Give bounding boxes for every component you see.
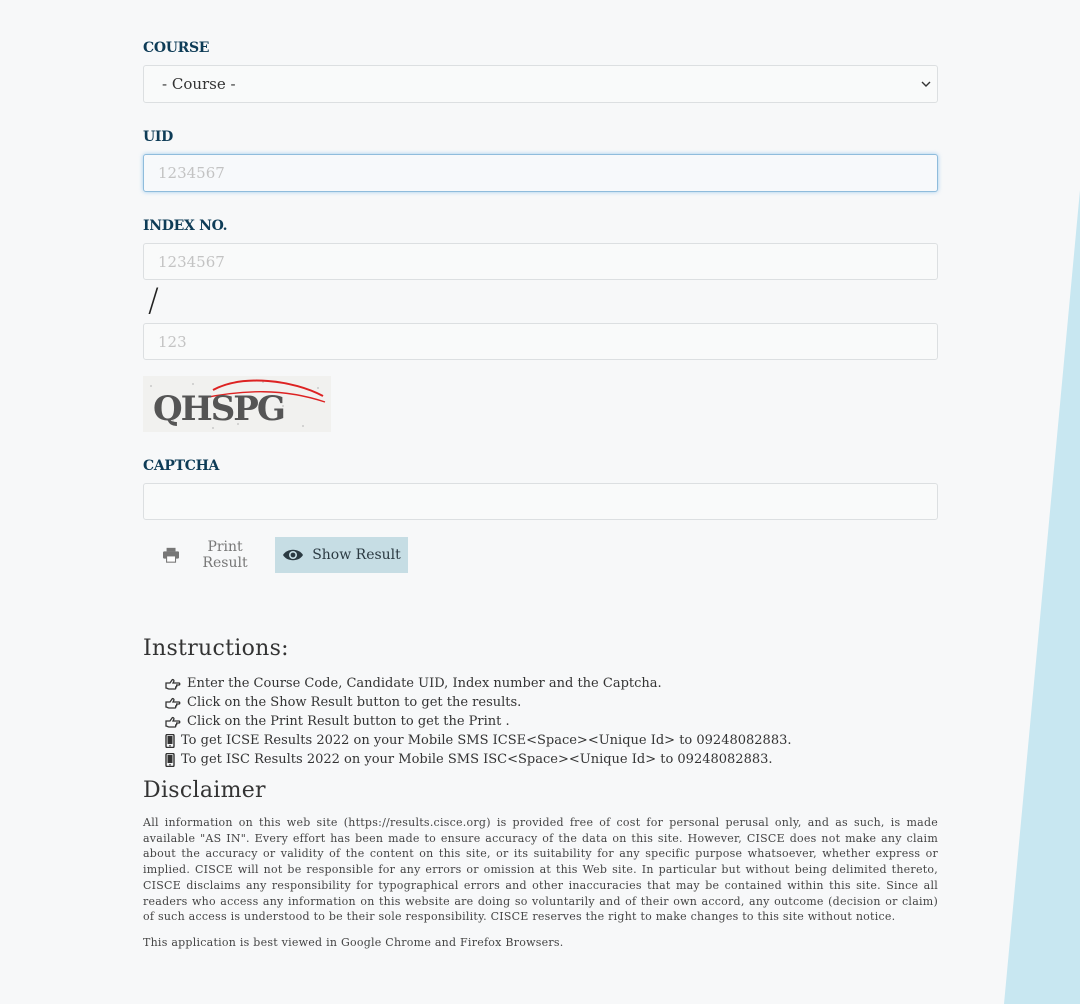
captcha-label: CAPTCHA xyxy=(143,458,220,474)
mobile-icon xyxy=(165,753,175,767)
browser-note: This application is best viewed in Google Chrome and Firefox Browsers. xyxy=(143,936,564,949)
disclaimer-text: All information on this web site (https://results.cisce.org) is provided free of cost for personal perusal only, and as such, is made available "AS IN". Every effort has been made to ensure accuracy of the data on this site. However, CISCE does not make any claim about the accuracy or validity of the content on this site, or its suitability for any specific purpose whatsoever, whether express or implied. CISCE will not be responsible for any errors or omission at this Web site. In particular but without being delimited thereto, CISCE disclaims any responsibility for typographical errors and other inaccuracies that may be contained within this site. Since all readers who access any information on this website are doing so voluntarily and of their own accord, any outcome (decision or claim) of such access is understood to be their sole responsibility. CISCE reserves the right to make changes to this site without notice. xyxy=(143,816,938,924)
eye-icon xyxy=(282,548,304,562)
show-result-label: Show Result xyxy=(312,547,401,563)
list-item xyxy=(165,750,792,769)
index-separator: / xyxy=(148,281,159,319)
uid-label: UID xyxy=(143,129,173,145)
disclaimer-heading: Disclaimer xyxy=(143,778,266,803)
course-label: COURSE xyxy=(143,40,210,56)
list-item xyxy=(165,674,792,693)
print-result-label: Print Result xyxy=(202,539,248,571)
instruction-text: To get ICSE Results 2022 on your Mobile SMS ICSE<Space><Unique Id> to 09248082883. xyxy=(181,733,792,748)
chevron-down-icon xyxy=(919,77,933,91)
instruction-text: Click on the Print Result button to get the Print . xyxy=(187,714,510,729)
hand-pointer-icon xyxy=(165,715,181,729)
hand-pointer-icon xyxy=(165,696,181,710)
captcha-input[interactable] xyxy=(143,483,938,520)
print-result-button[interactable] xyxy=(157,537,269,573)
course-select-value: - Course - xyxy=(162,75,236,93)
instruction-text: To get ISC Results 2022 on your Mobile SMS ISC<Space><Unique Id> to 09248082883. xyxy=(181,752,773,767)
show-result-button[interactable] xyxy=(275,537,408,573)
index-input[interactable] xyxy=(143,243,938,280)
instruction-text: Enter the Course Code, Candidate UID, Index number and the Captcha. xyxy=(187,676,662,691)
course-select[interactable] xyxy=(143,65,938,103)
list-item xyxy=(165,693,792,712)
list-item xyxy=(165,712,792,731)
instructions-heading: Instructions: xyxy=(143,636,289,661)
uid-input[interactable] xyxy=(143,154,938,192)
print-icon xyxy=(163,547,179,563)
hand-pointer-icon xyxy=(165,677,181,691)
captcha-graphic xyxy=(143,376,331,432)
index-sub-input[interactable] xyxy=(143,323,938,360)
captcha-text: QHSPG xyxy=(153,389,284,429)
mobile-icon xyxy=(165,734,175,748)
index-label: INDEX NO. xyxy=(143,218,228,234)
instructions-list xyxy=(165,674,792,769)
list-item xyxy=(165,731,792,750)
captcha-image xyxy=(143,376,331,432)
instruction-text: Click on the Show Result button to get the results. xyxy=(187,695,522,710)
